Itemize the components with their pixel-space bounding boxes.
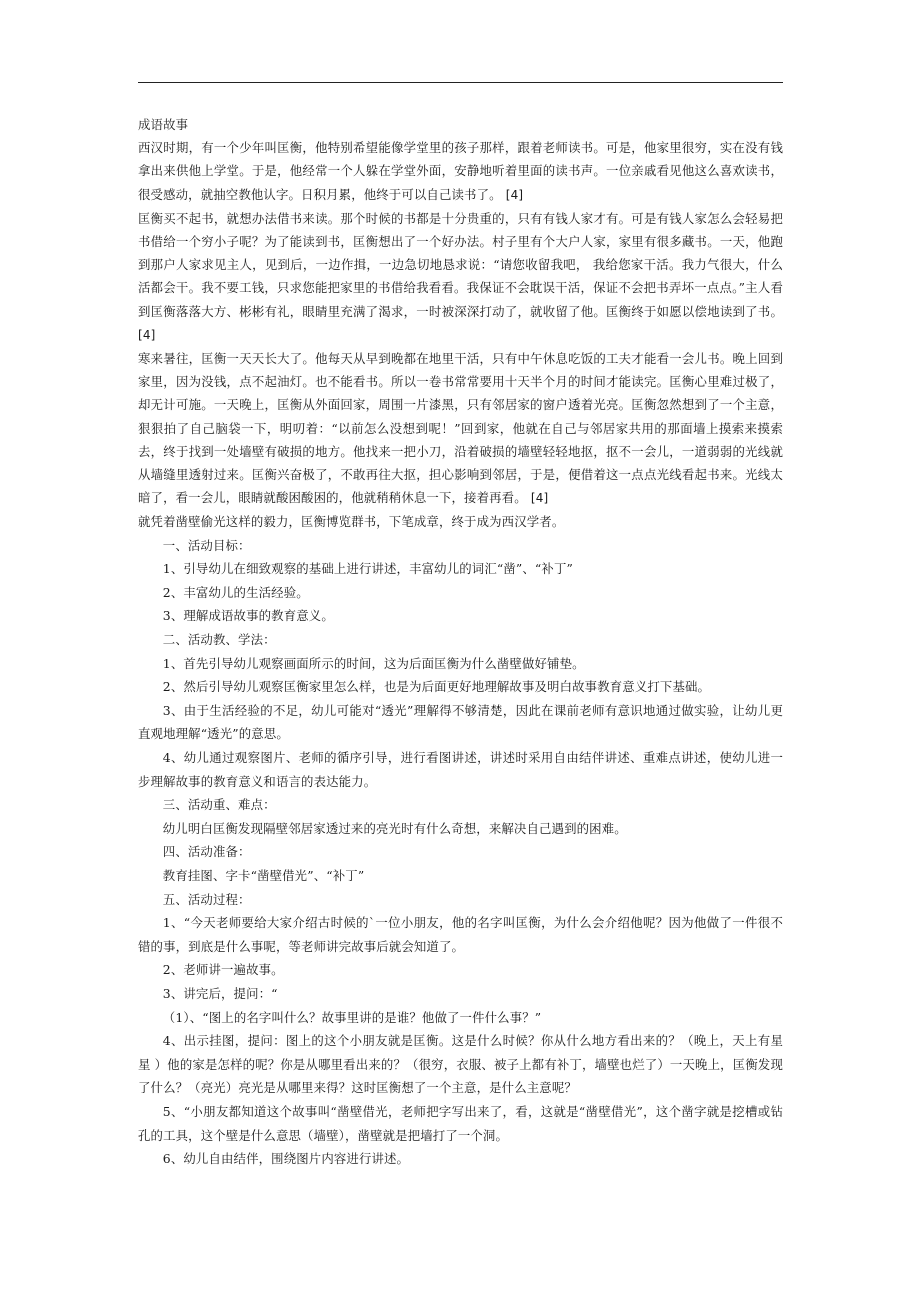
plan-item: 4、幼儿通过观察图片、老师的循序引导，进行看图讲述，讲述时采用自由结伴讲述、重难点讲述，使幼儿进一步理解故事的教育意义和语言的表达能力。 xyxy=(138,750,783,789)
story-text: 就凭着凿壁偷光这样的毅力，匡衡博览群书，下笔成章，终于成为西汉学者。 xyxy=(138,514,565,530)
story-text: 寒来暑往，匡衡一天天长大了。他每天从早到晚都在地里干活，只有中午休息吃饭的工夫才能看一会儿书。晚上回到家里，因为没钱，点不起油灯。也不能看书。所以一卷书常常要用十天半个月的时间才能读完。匡衡心里难过极了，却无计可施。一天晚上，匡衡从外面回家，周围一片漆黑，只有邻居家的窗户透着光亮。匡衡忽然想到了一个主意，狠狠拍了自己脑袋一下，明叨着：“以前怎么没想到呢！”回到家，他就在自己与邻居家共用的那面墙上摸索来摸索去，终于找到一处墙壁有破损的地方。他找来一把小刀，沿着破损的墙壁轻轻地抠，抠不一会儿，一道弱弱的光线就从墙缝里透射过来。匡衡兴奋极了，不敢再往大抠，担心影响到邻居，于是，便借着这一点点光线看起书来。光线太暗了，看一会儿，眼睛就酸困酸困的，他就稍稍休息一下，接着再看。 xyxy=(138,351,783,506)
document-title: 成语故事 xyxy=(138,117,189,132)
plan-item: 2、丰富幼儿的生活经验。 xyxy=(162,584,309,600)
plan-item: 4、出示挂图，提问：图上的这个小朋友就是匡衡。这是什么时候？你从什么地方看出来的？（晚上，天上有星星 ）他的家是怎样的呢？你是从哪里看出来的？（很穷，衣服、被子上都有补丁，墙壁也烂了）一天晚上，匡衡发现了什么？（亮光）亮光是从哪里来得？这时匡衡想了一个主意，是什么主意呢？ xyxy=(138,1033,783,1096)
plan-item: 3、讲完后，提问：“ xyxy=(162,985,278,1001)
section-heading: 五、活动过程： xyxy=(162,891,251,907)
plan-item: 6、幼儿自由结伴，围绕图片内容进行讲述。 xyxy=(162,1151,410,1167)
plan-item: 3、理解成语故事的教育意义。 xyxy=(162,608,334,624)
plan-item: （1）、“图上的名字叫什么？故事里讲的是谁？他做了一件什么事？” xyxy=(162,1009,542,1025)
story-paragraph xyxy=(138,347,783,510)
plan-item: 5、“小朋友都知道这个故事叫“凿壁借光，老师把字写出来了，看，这就是“凿壁借光”，这个凿字就是挖槽或钻孔的工具，这个壁是什么意思（墙壁），凿壁就是把墙打了一个洞。 xyxy=(138,1103,783,1143)
section-heading: 二、活动教、学法： xyxy=(162,632,276,648)
section-heading: 一、活动目标： xyxy=(162,537,251,553)
story-section xyxy=(138,113,783,534)
document-body xyxy=(138,113,783,1171)
section-heading: 四、活动准备： xyxy=(162,844,251,860)
section-heading: 三、活动重、难点： xyxy=(162,797,276,813)
story-paragraph xyxy=(138,510,783,533)
story-text: 西汉时期，有一个少年叫匡衡，他特别希望能像学堂里的孩子那样，跟着老师读书。可是，他家里很穷，实在没有钱拿出来供他上学堂。于是，他经常一个人躲在学堂外面，安静地听着里面的读书声。一位亲戚看见他这么喜欢读书，很受感动，就抽空教他认字。日积月累，他终于可以自己读书了。 xyxy=(138,140,783,202)
citation-ref: [4] xyxy=(138,327,156,342)
story-paragraph xyxy=(138,207,783,347)
story-text: 匡衡买不起书，就想办法借书来读。那个时候的书都是十分贵重的，只有有钱人家才有。可是有钱人家怎么会轻易把书借给一个穷小子呢？为了能读到书，匡衡想出了一个好办法。村子里有个大户人家，家里有很多藏书。一天，他跑到那户人家求见主人，见到后，一边作揖，一边急切地恳求说：“请您收留我吧， 我给您家干活。我力气很大，什么活都会干。我不要工钱，只求您能把家里的书借给我看看。我保证不会耽误干活，保证不会把书弄坏一点点。”主人看到匡衡落落大方、彬彬有礼，眼睛里充满了渴求，一时被深深打动了，就收留了他。匡衡终于如愿以偿地读到了书。 xyxy=(138,210,783,319)
plan-item: 2、老师讲一遍故事。 xyxy=(162,962,284,978)
plan-item: 1、“今天老师要给大家介绍古时候的`一位小朋友，他的名字叫匡衡，为什么会介绍他呢？因为他做了一件很不错的事，到底是什么事呢，等老师讲完故事后就会知道了。 xyxy=(138,915,783,954)
plan-item: 3、由于生活经验的不足，幼儿可能对“透光”理解得不够清楚，因此在课前老师有意识地通过做实验，让幼儿更直观地理解“透光”的意思。 xyxy=(138,702,783,742)
plan-item: 幼儿明白匡衡发现隔壁邻居家透过来的亮光时有什么奇想，来解决自己遇到的困难。 xyxy=(162,820,627,836)
citation-ref: [4] xyxy=(505,187,524,202)
story-paragraph xyxy=(138,136,783,207)
lesson-plan-section xyxy=(138,534,783,1171)
plan-item: 1、引导幼儿在细致观察的基础上进行讲述，丰富幼儿的词汇“凿”、“补丁” xyxy=(162,561,573,577)
header-rule xyxy=(138,82,783,83)
plan-item: 2、然后引导幼儿观察匡衡家里怎么样，也是为后面更好地理解故事及明白故事教育意义打下基础。 xyxy=(162,679,711,695)
citation-ref: [4] xyxy=(530,491,549,506)
plan-item: 1、首先引导幼儿观察画面所示的时间，这为后面匡衡为什么凿壁做好铺垫。 xyxy=(162,655,585,671)
plan-item: 教育挂图、字卡“凿壁借光”、“补丁” xyxy=(162,867,365,883)
